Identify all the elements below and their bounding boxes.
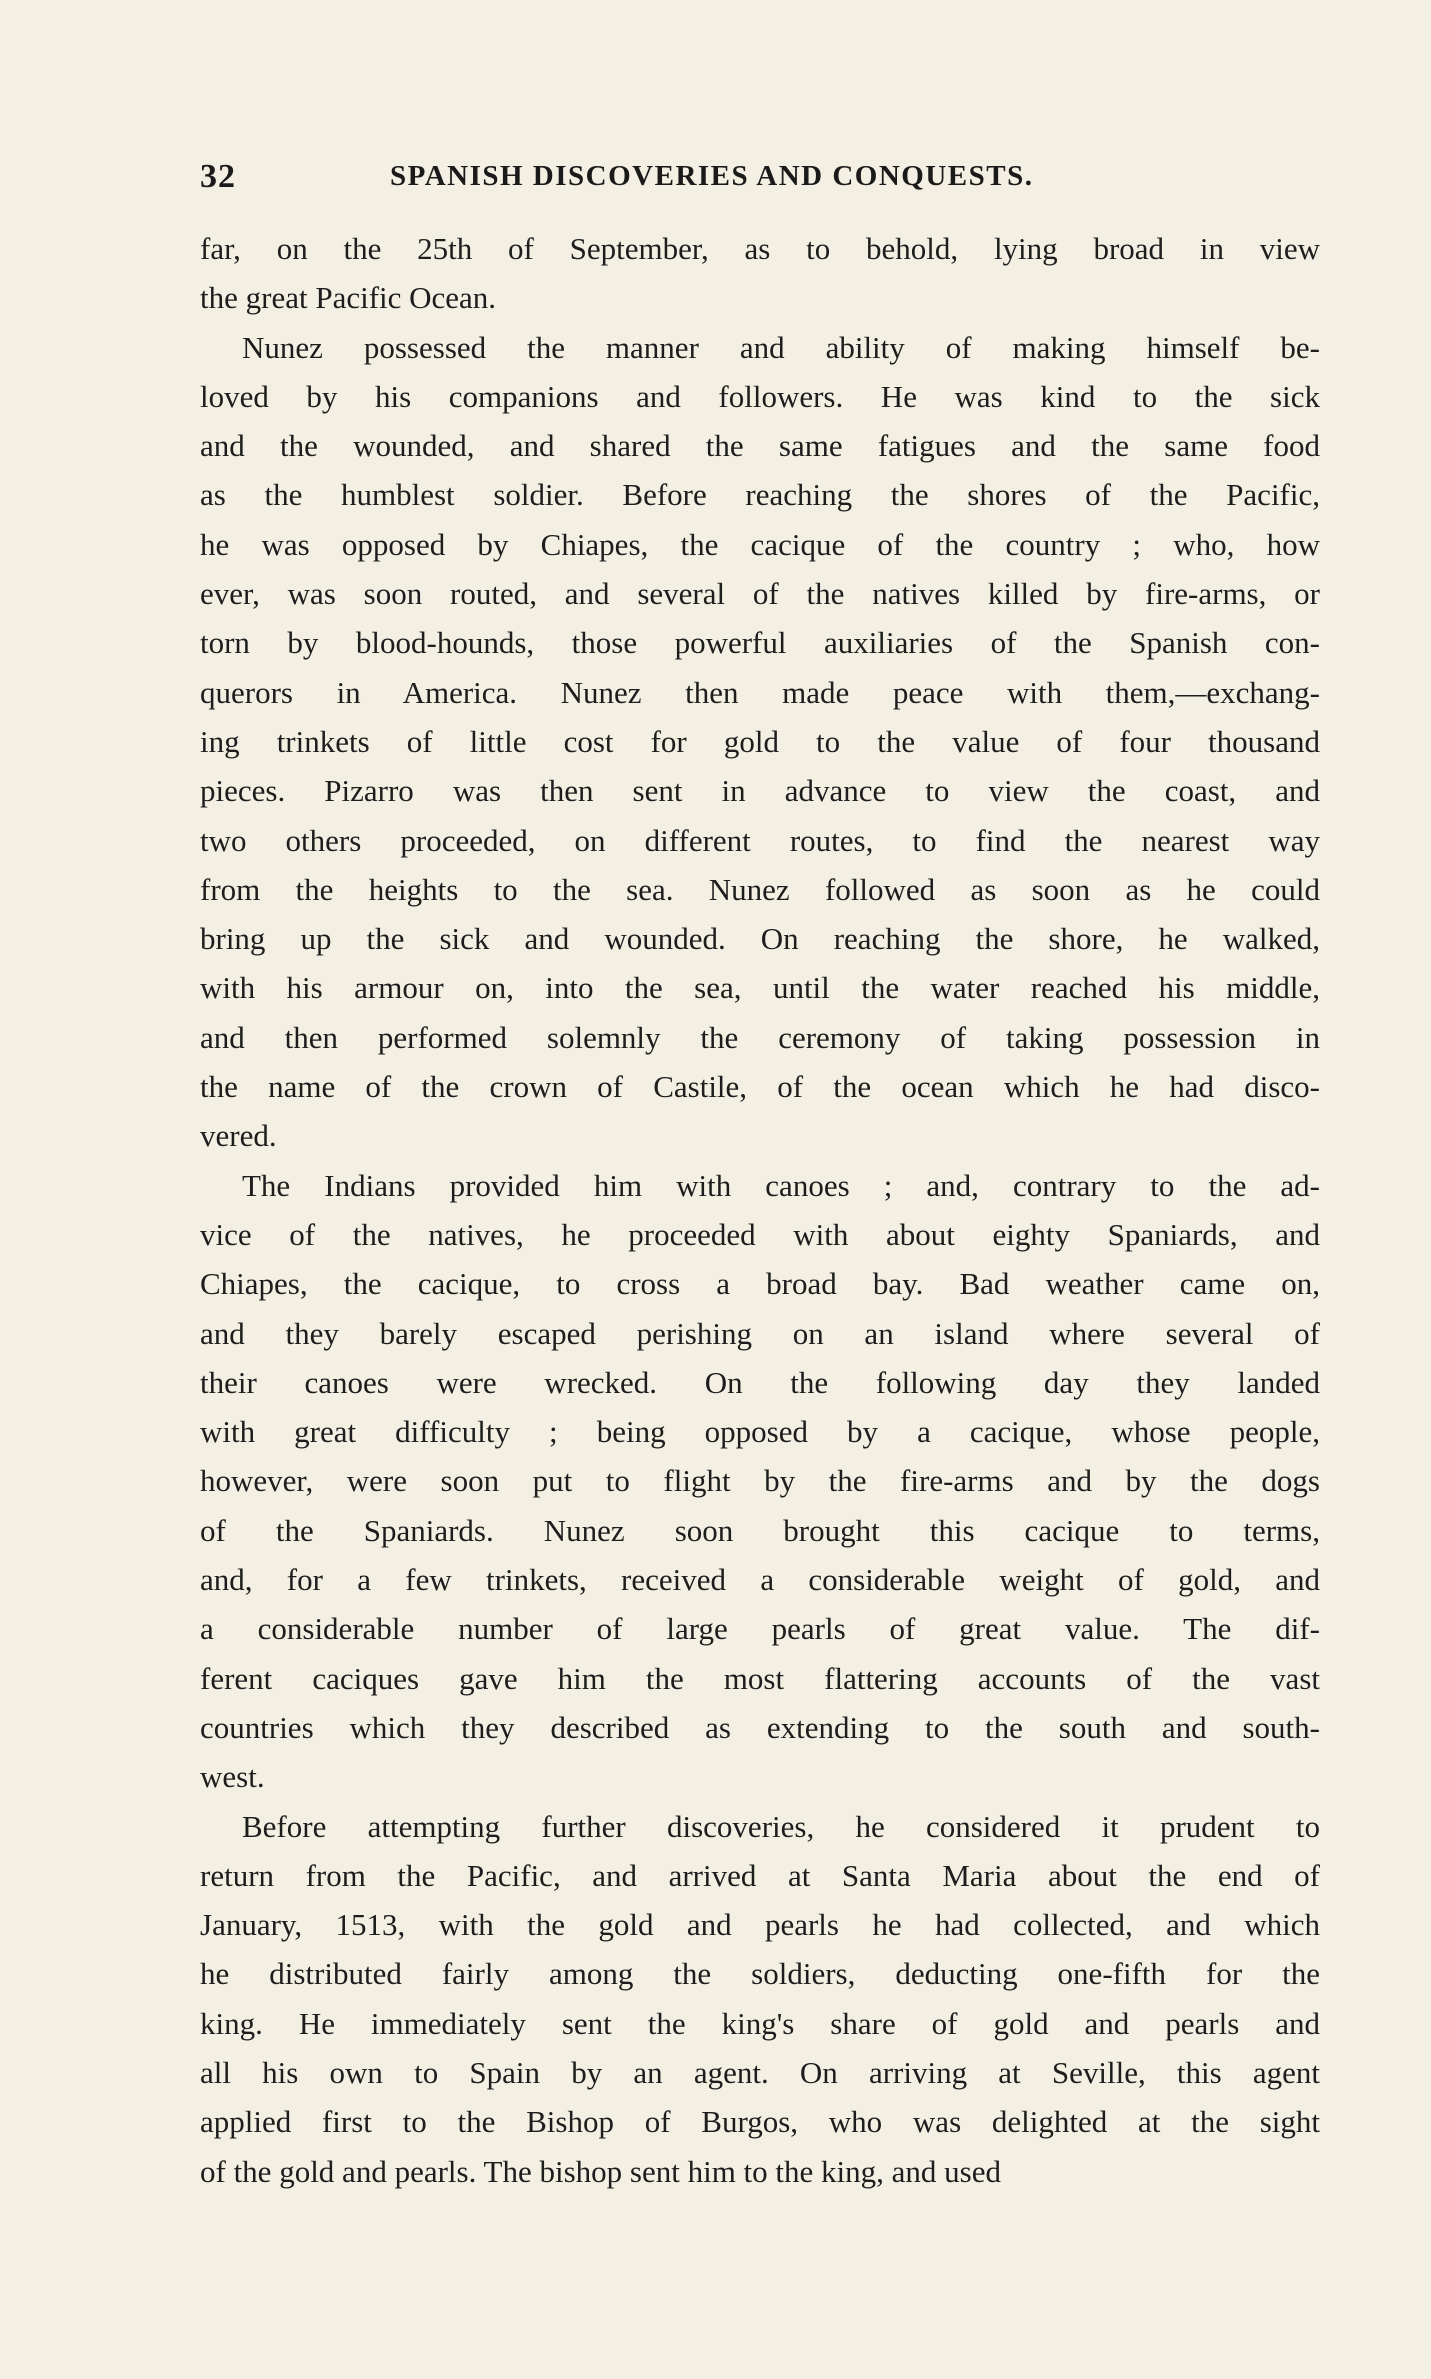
text-line: return from the Pacific, and arrived at Santa Maria about the end of — [200, 1857, 1320, 1893]
body-text — [200, 224, 1320, 2196]
page-header — [200, 158, 1240, 208]
text-line: loved by his companions and followers. He was kind to the sick — [200, 378, 1320, 414]
text-line: two others proceeded, on different routes, to find the nearest way — [200, 822, 1320, 858]
text-line: applied first to the Bishop of Burgos, who was delighted at the sight — [200, 2104, 1320, 2140]
text-line: torn by blood-hounds, those powerful auxiliaries of the Spanish con- — [200, 625, 1320, 661]
paragraph — [200, 1802, 1320, 2196]
text-line: of the Spaniards. Nunez soon brought this cacique to terms, — [200, 1512, 1320, 1548]
text-line: west. — [200, 1759, 265, 1795]
paragraph — [200, 1161, 1320, 1802]
text-line: king. He immediately sent the king's share of gold and pearls and — [200, 2005, 1320, 2041]
running-head: SPANISH DISCOVERIES AND CONQUESTS. — [390, 160, 1034, 192]
text-line: the name of the crown of Castile, of the ocean which he had disco- — [200, 1069, 1320, 1105]
text-line: pieces. Pizarro was then sent in advance to view the coast, and — [200, 773, 1320, 809]
text-line: far, on the 25th of September, as to behold, lying broad in view — [200, 231, 1320, 266]
text-line: of the gold and pearls. The bishop sent him to the king, and used — [200, 2153, 1001, 2189]
text-line: vered. — [200, 1118, 277, 1154]
text-line: Nunez possessed the manner and ability of making himself be- — [242, 329, 1320, 365]
text-line: January, 1513, with the gold and pearls he had collected, and which — [200, 1907, 1320, 1943]
text-line: with great difficulty ; being opposed by a cacique, whose people, — [200, 1414, 1320, 1450]
paragraph — [200, 224, 1320, 323]
text-line: with his armour on, into the sea, until the water reached his middle, — [200, 970, 1320, 1006]
text-line: and they barely escaped perishing on an island where several of — [200, 1315, 1320, 1351]
text-line: as the humblest soldier. Before reaching the shores of the Pacific, — [200, 477, 1320, 513]
text-line: bring up the sick and wounded. On reaching the shore, he walked, — [200, 921, 1320, 957]
text-line: he distributed fairly among the soldiers, deducting one-fifth for the — [200, 1956, 1320, 1992]
text-line: all his own to Spain by an agent. On arriving at Seville, this agent — [200, 2054, 1320, 2090]
text-line: and the wounded, and shared the same fatigues and the same food — [200, 428, 1320, 464]
page-number: 32 — [200, 158, 236, 195]
text-line: The Indians provided him with canoes ; and, contrary to the ad- — [242, 1167, 1320, 1203]
text-line: ing trinkets of little cost for gold to the value of four thousand — [200, 723, 1320, 759]
text-line: ever, was soon routed, and several of the natives killed by fire-arms, or — [200, 576, 1320, 612]
text-line: querors in America. Nunez then made peace with them,—exchang- — [200, 674, 1320, 710]
text-line: a considerable number of large pearls of great value. The dif- — [200, 1611, 1320, 1647]
text-line: countries which they described as extending to the south and south- — [200, 1709, 1320, 1745]
text-line: however, were soon put to flight by the fire-arms and by the dogs — [200, 1463, 1320, 1499]
text-line: vice of the natives, he proceeded with about eighty Spaniards, and — [200, 1216, 1320, 1252]
text-line: he was opposed by Chiapes, the cacique of the country ; who, how — [200, 526, 1320, 562]
text-line: from the heights to the sea. Nunez followed as soon as he could — [200, 871, 1320, 907]
text-line: the great Pacific Ocean. — [200, 280, 497, 316]
text-line: ferent caciques gave him the most flattering accounts of the vast — [200, 1660, 1320, 1696]
text-line: and then performed solemnly the ceremony of taking possession in — [200, 1019, 1320, 1055]
text-line: their canoes were wrecked. On the following day they landed — [200, 1364, 1320, 1400]
text-line: and, for a few trinkets, received a considerable weight of gold, and — [200, 1562, 1320, 1598]
text-line: Before attempting further discoveries, he considered it prudent to — [242, 1808, 1320, 1844]
paragraph — [200, 323, 1320, 1161]
text-line: Chiapes, the cacique, to cross a broad bay. Bad weather came on, — [200, 1266, 1320, 1302]
